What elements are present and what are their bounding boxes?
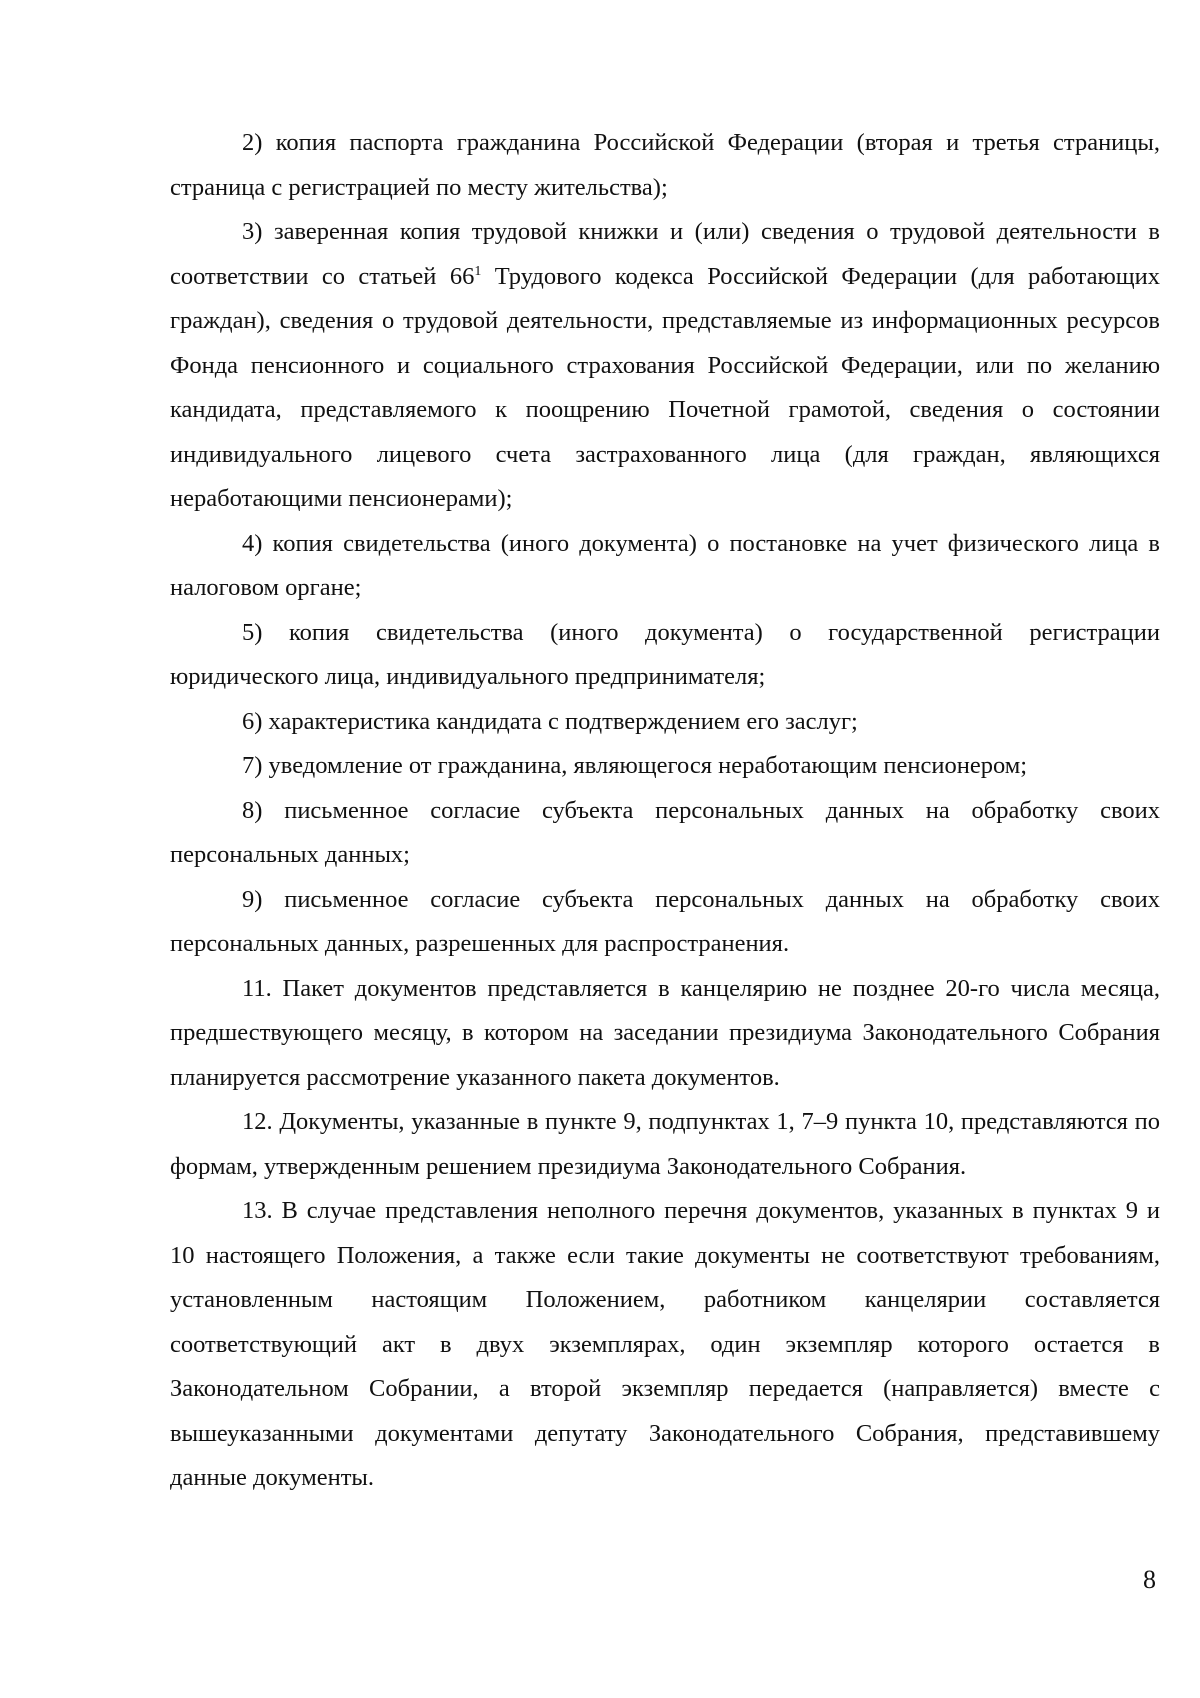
list-item-7: 7) уведомление от гражданина, являющегося неработающим пенсионером; (242, 752, 1028, 779)
document-body (170, 121, 1160, 1501)
list-item-8: 8) письменное согласие субъекта персональных данных на обработку своих персональных данных; (170, 796, 1160, 868)
clause-12: 12. Документы, указанные в пункте 9, подпунктах 1, 7–9 пункта 10, представляются по формам, утвержденным решением президиума Законодательного Собрания. (170, 1108, 1160, 1180)
list-item-2: 2) копия паспорта гражданина Российской Федерации (вторая и третья страницы, страница с регистрацией по месту жительства); (170, 129, 1160, 201)
list-item-3-text-start: 3) заверенная копия трудовой книжки и (или) сведения о трудовой деятельности в соответствии со статьей 66 (170, 218, 1160, 290)
list-item-4: 4) копия свидетельства (иного документа) о постановке на учет физического лица в налоговом органе; (170, 529, 1160, 601)
list-item-9: 9) письменное согласие субъекта персональных данных на обработку своих персональных данных, разрешенных для распространения. (170, 885, 1160, 957)
clause-13: 13. В случае представления неполного перечня документов, указанных в пунктах 9 и 10 настоящего Положения, а также если такие документы не соответствуют требованиям, установленным настоящим Положением, работником канцелярии составляется соответствующий акт в двух экземплярах, один экземпляр которого остается в Законодательном Собрании, а второй экземпляр передается (направляется) вместе с вышеуказанными документами депутату Законодательного Собрания, представившему данные документы. (170, 1197, 1160, 1491)
article-superscript: 1 (474, 263, 482, 279)
list-item-6: 6) характеристика кандидата с подтверждением его заслуг; (242, 707, 858, 735)
list-item-3-text-end: Трудового кодекса Российской Федерации (для работающих граждан), сведения о трудовой деятельности, представляемые из информационных ресурсов Фонда пенсионного и социального страхования Российской Федерации, или по желанию кандидата, представляемого к поощрению Почетной грамотой, сведения о состоянии индивидуального лицевого счета застрахованного лица (для граждан, являющихся неработающими пенсионерами); (170, 262, 1160, 512)
list-item-5: 5) копия свидетельства (иного документа) о государственной регистрации юридического лица, индивидуального предпринимателя; (170, 618, 1160, 690)
page-number: 8 (1143, 1565, 1156, 1594)
clause-11: 11. Пакет документов представляется в канцелярию не позднее 20-го числа месяца, предшествующего месяцу, в котором на заседании президиума Законодательного Собрания планируется рассмотрение указанного пакета документов. (170, 974, 1160, 1091)
list-item-3 (170, 210, 1160, 522)
